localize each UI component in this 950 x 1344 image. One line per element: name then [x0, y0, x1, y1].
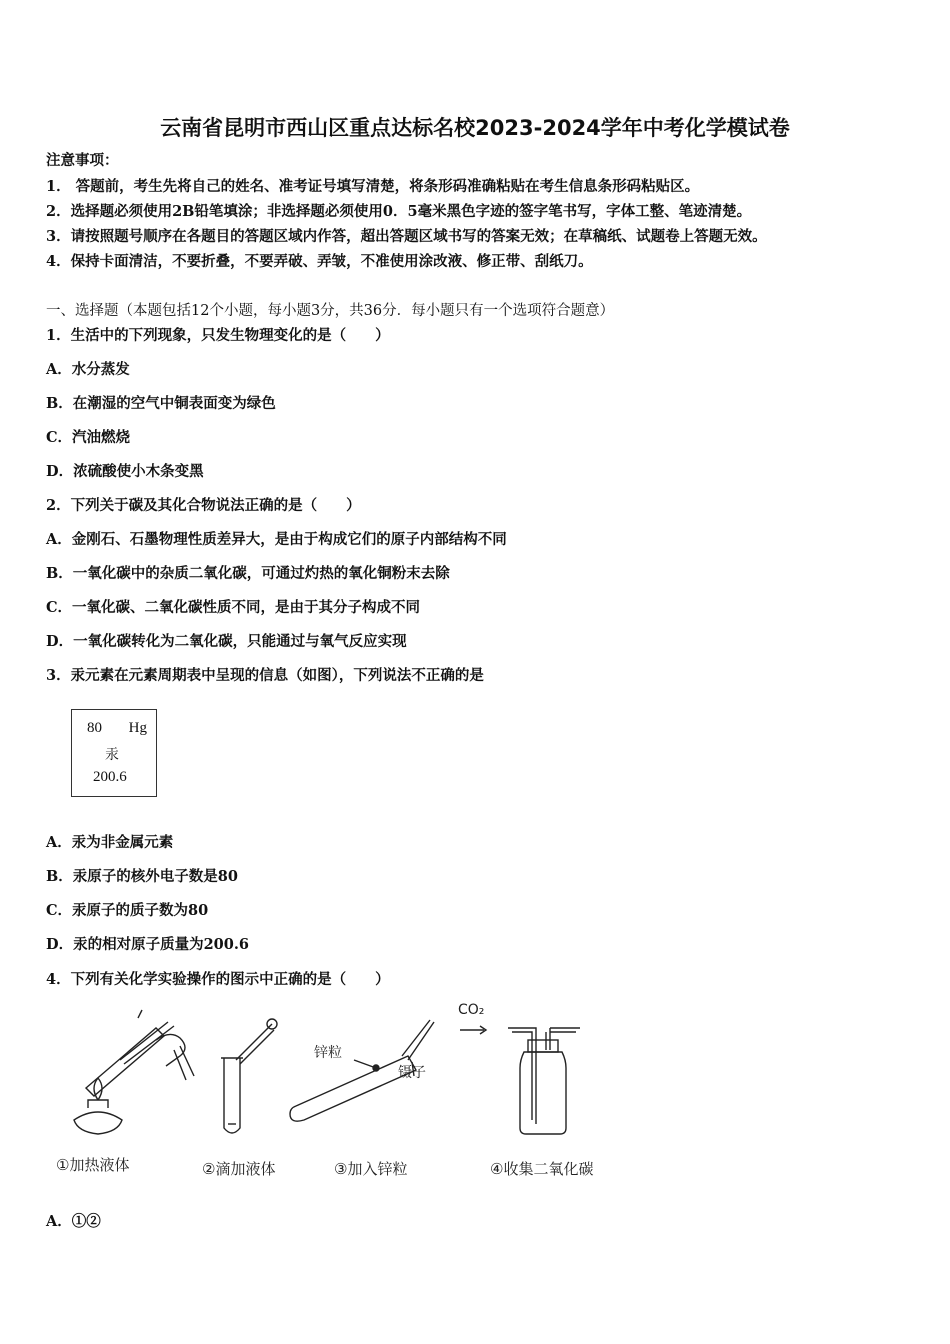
notice-item: 1． 答题前，考生先将自己的姓名、准考证号填写清楚，将条形码准确粘贴在考生信息条形码粘贴区。	[46, 178, 700, 195]
q2-option-b: B．一氧化碳中的杂质二氧化碳，可通过灼热的氧化铜粉末去除	[46, 565, 450, 582]
notice-item: 3．请按照题号顺序在各题目的答题区域内作答，超出答题区域书写的答案无效；在草稿纸、试题卷上答题无效。	[46, 228, 767, 245]
q3-option-d: D．汞的相对原子质量为200.6	[46, 936, 249, 953]
tweezers-label: 镊子	[398, 1065, 426, 1081]
notice-item: 2．选择题必须使用2B铅笔填涂；非选择题必须使用0．5毫米黑色字迹的签字笔书写，字体工整、笔迹清楚。	[46, 203, 752, 220]
q1-option-c: C．汽油燃烧	[46, 429, 131, 446]
q2-option-d: D．一氧化碳转化为二氧化碳，只能通过与氧气反应实现	[46, 633, 407, 650]
q1-option-b: B．在潮湿的空气中铜表面变为绿色	[46, 395, 276, 412]
q3-stem: 3．汞元素在元素周期表中呈现的信息（如图），下列说法不正确的是	[46, 667, 484, 684]
figure-label-2: ②滴加液体	[202, 1160, 276, 1178]
element-name: 汞	[105, 747, 119, 763]
lab-operations-figure	[46, 1000, 646, 1190]
atomic-mass: 200.6	[93, 769, 127, 785]
lab-illustrations	[46, 1000, 646, 1150]
q4-stem: 4．下列有关化学实验操作的图示中正确的是（ ）	[46, 971, 390, 988]
element-card	[71, 709, 157, 797]
q1-stem: 1．生活中的下列现象，只发生物理变化的是（ ）	[46, 327, 390, 344]
q3-option-c: C．汞原子的质子数为80	[46, 902, 209, 919]
notice-heading: 注意事项：	[46, 152, 119, 169]
q4-option-a: A．①②	[46, 1213, 101, 1230]
q2-option-c: C．一氧化碳、二氧化碳性质不同，是由于其分子构成不同	[46, 599, 421, 616]
atomic-number: 80	[87, 720, 102, 736]
section-heading: 一、选择题（本题包括12个小题，每小题3分，共36分．每小题只有一个选项符合题意）	[46, 303, 615, 319]
heating-liquid-drawing	[74, 1010, 194, 1134]
zinc-label: 锌粒	[314, 1045, 342, 1061]
q2-option-a: A．金刚石、石墨物理性质差异大，是由于构成它们的原子内部结构不同	[46, 531, 507, 548]
exam-title: 云南省昆明市西山区重点达标名校2023-2024学年中考化学模试卷	[160, 116, 790, 140]
co2-label: CO₂	[458, 1002, 485, 1018]
q1-option-d: D．浓硫酸使小木条变黑	[46, 463, 204, 480]
notice-item: 4．保持卡面清洁，不要折叠，不要弄破、弄皱，不准使用涂改液、修正带、刮纸刀。	[46, 253, 593, 270]
q2-stem: 2．下列关于碳及其化合物说法正确的是（ ）	[46, 497, 361, 514]
element-symbol: Hg	[128, 720, 147, 736]
dropping-liquid-drawing	[221, 1019, 277, 1133]
figure-label-3: ③加入锌粒	[334, 1160, 408, 1178]
q3-option-b: B．汞原子的核外电子数是80	[46, 868, 238, 885]
q3-option-a: A．汞为非金属元素	[46, 834, 174, 851]
q1-option-a: A．水分蒸发	[46, 361, 130, 378]
figure-label-1: ①加热液体	[56, 1156, 130, 1174]
figure-label-4: ④收集二氧化碳	[490, 1160, 594, 1178]
collecting-co2-drawing	[460, 1026, 580, 1134]
